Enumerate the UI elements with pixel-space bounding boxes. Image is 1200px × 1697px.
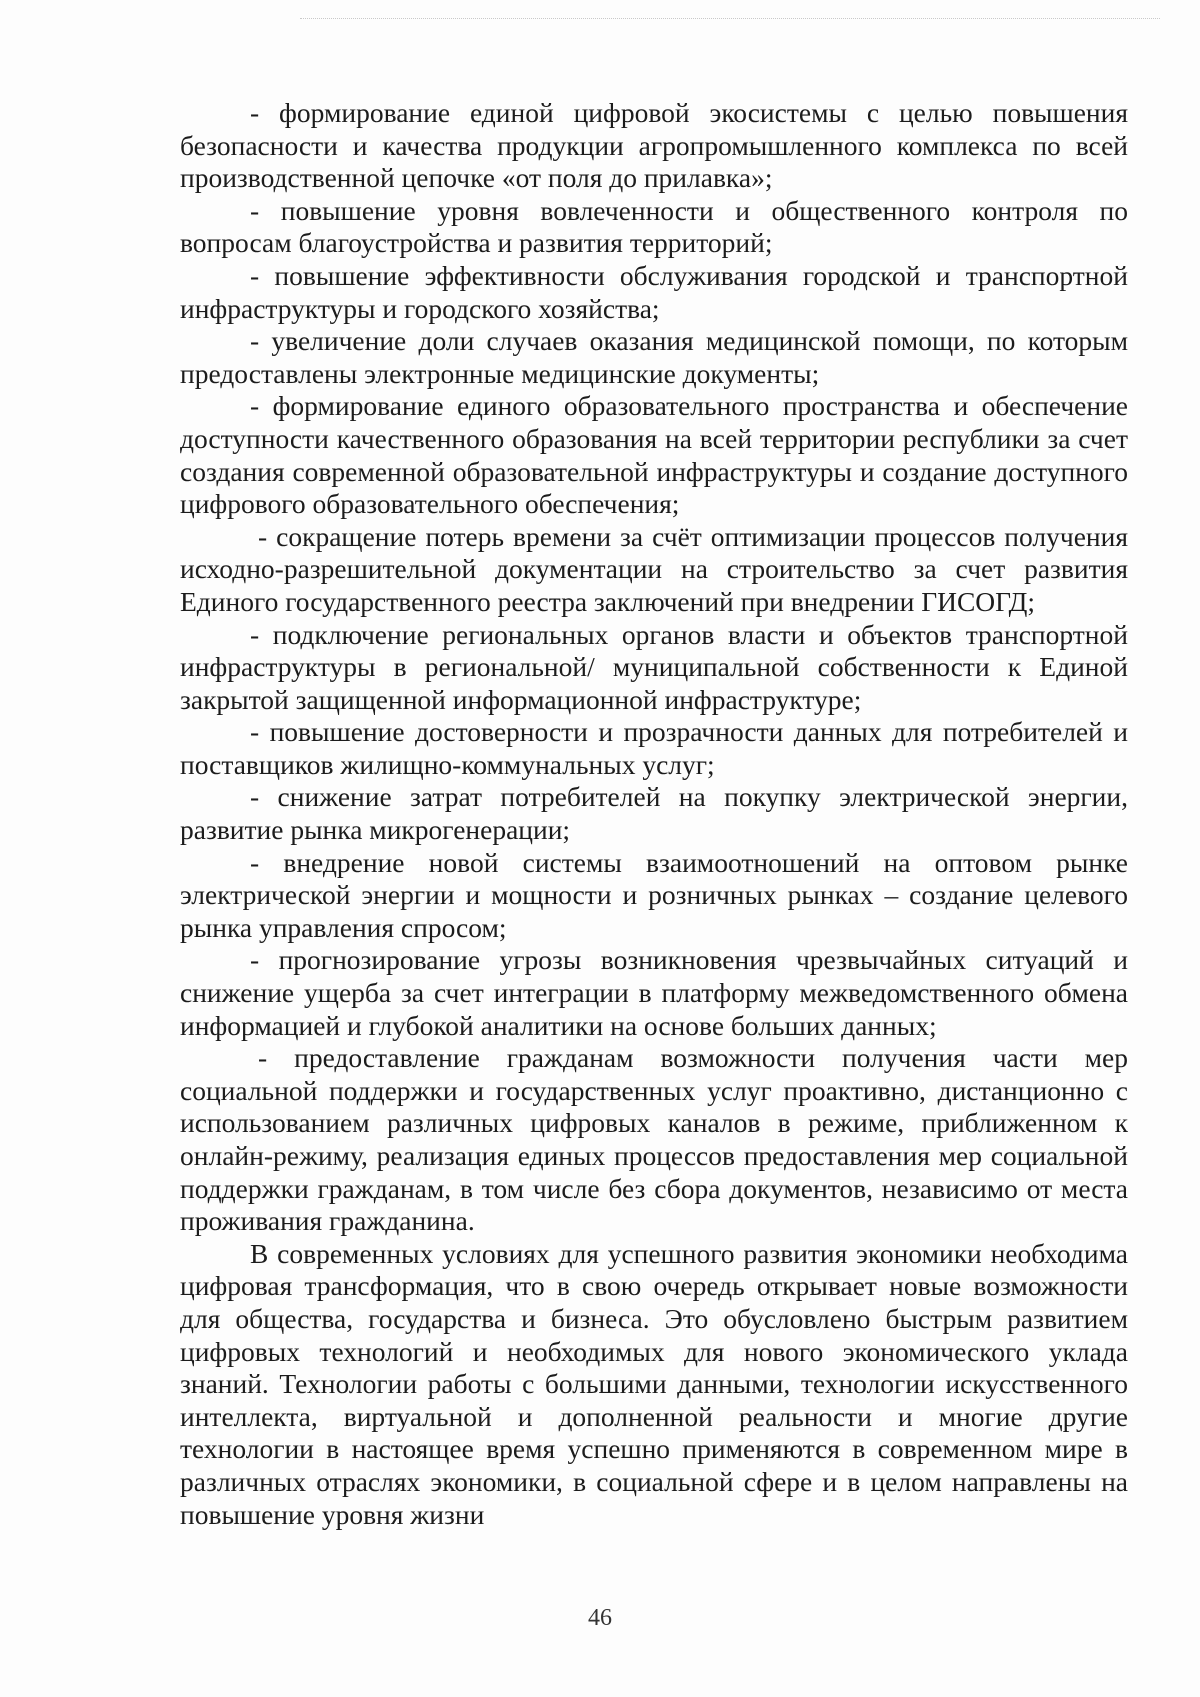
list-item: - снижение затрат потребителей на покупку электрической энергии, развитие рынка микрогенерации; (180, 781, 1128, 846)
list-item: - предоставление гражданам возможности получения части мер социальной поддержки и государственных услуг проактивно, дистанционно с использованием различных цифровых каналов в режиме, приближенном к онлайн-режиму, реализация единых процессов предоставления мер социальной поддержки гражданам, в том числе без сбора документов, независимо от места проживания гражданина. (180, 1042, 1128, 1237)
list-item: - подключение региональных органов власти и объектов транспортной инфраструктуры в региональной/ муниципальной собственности к Единой закрытой защищенной информационной инфраструктуре; (180, 618, 1128, 715)
list-item: - повышение эффективности обслуживания городской и транспортной инфраструктуры и городского хозяйства; (180, 259, 1128, 324)
body-text (180, 97, 1128, 1531)
list-item: - сокращение потерь времени за счёт оптимизации процессов получения исходно-разрешительной документации на строительство за счет развития Единого государственного реестра заключений при внедрении ГИСОГД; (180, 520, 1128, 617)
list-item: - повышение достоверности и прозрачности данных для потребителей и поставщиков жилищно-коммунальных услуг; (180, 716, 1128, 780)
list-item: - формирование единой цифровой экосистемы с целью повышения безопасности и качества продукции агропромышленного комплекса по всей производственной цепочке «от поля до прилавка»; (180, 97, 1128, 194)
page-number: 46 (588, 1605, 612, 1631)
list-item: - прогнозирование угрозы возникновения чрезвычайных ситуаций и снижение ущерба за счет интеграции в платформу межведомственного обмена информацией и глубокой аналитики на основе больших данных; (180, 944, 1128, 1041)
list-item: - повышение уровня вовлеченности и общественного контроля по вопросам благоустройства и развития территорий; (180, 194, 1128, 259)
body-paragraph: В современных условиях для успешного развития экономики необходима цифровая трансформация, что в свою очередь открывает новые возможности для общества, государства и бизнеса. Это обусловлено быстрым развитием цифровых технологий и необходимых для нового экономического уклада знаний. Технологии работы с большими данными, технологии искусственного интеллекта, виртуальной и дополненной реальности и многие другие технологии в настоящее время успешно применяются в современном мире в различных отраслях экономики, в социальной сфере и в целом направлены на повышение уровня жизни (180, 1237, 1128, 1530)
list-item: - формирование единого образовательного пространства и обеспечение доступности качественного образования на всей территории республики за счет создания современной образовательной инфраструктуры и создание доступного цифрового образовательного обеспечения; (180, 390, 1128, 520)
list-item: - внедрение новой системы взаимоотношений на оптовом рынке электрической энергии и мощности и розничных рынках – создание целевого рынка управления спросом; (180, 846, 1128, 943)
list-item: - увеличение доли случаев оказания медицинской помощи, по которым предоставлены электронные медицинские документы; (180, 325, 1128, 389)
scan-edge-line (300, 18, 1160, 20)
